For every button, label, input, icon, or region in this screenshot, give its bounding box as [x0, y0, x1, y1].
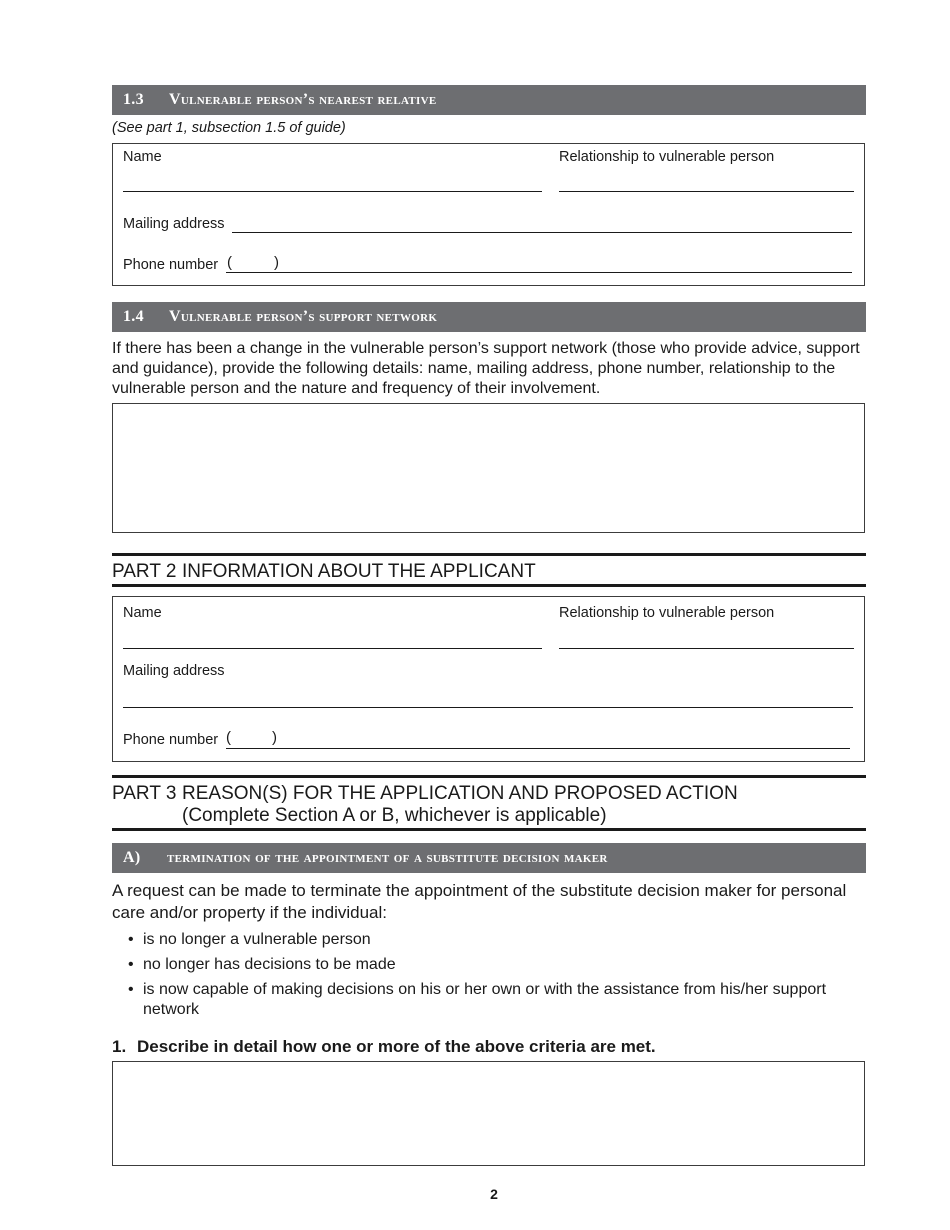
phone-label: Phone number: [123, 257, 219, 273]
criteria-description-text-box[interactable]: [112, 1061, 865, 1166]
part-heading: REASON(S) FOR THE APPLICATION AND PROPOSED ACTION: [182, 783, 738, 804]
part-2-title: [112, 561, 536, 583]
relationship-field[interactable]: [559, 648, 854, 649]
section-title: Vulnerable person’s support network: [169, 308, 438, 325]
section-number: 1.4: [123, 308, 144, 325]
phone-field[interactable]: [226, 272, 852, 273]
section-title: Vulnerable person’s nearest relative: [169, 91, 437, 108]
relationship-label: Relationship to vulnerable person: [559, 605, 775, 621]
criteria-bullet: [128, 980, 858, 1020]
support-network-text-box[interactable]: [112, 403, 865, 533]
relationship-field[interactable]: [559, 191, 854, 192]
section-1-3-header: [112, 85, 866, 115]
question-1: [112, 1037, 656, 1057]
bullet-text: no longer has decisions to be made: [143, 956, 396, 973]
page-number: 2: [490, 1186, 498, 1202]
bullet-symbol: •: [128, 981, 134, 998]
part-3-subtitle: (Complete Section A or B, whichever is applicable): [182, 805, 607, 826]
mailing-address-field[interactable]: [123, 707, 853, 708]
criteria-bullet: [128, 955, 858, 975]
mailing-address-field[interactable]: [232, 232, 852, 233]
area-code-open-paren: (: [226, 729, 231, 746]
part-3-bottom-rule: [112, 828, 866, 831]
criteria-bullet: [128, 930, 858, 950]
mailing-address-label: Mailing address: [123, 216, 225, 232]
name-field[interactable]: [123, 191, 542, 192]
bullet-symbol: •: [128, 931, 134, 948]
termination-intro: A request can be made to terminate the appointment of the substitute decision maker for personal care and/or property if the individual:: [112, 881, 847, 922]
section-1-4-header: [112, 302, 866, 332]
part-2-bottom-rule: [112, 584, 866, 587]
bullet-text: is now capable of making decisions on his or her own or with the assistance from his/her support network: [143, 981, 827, 1018]
section-title: termination of the appointment of a substitute decision maker: [167, 849, 608, 866]
bullet-symbol: •: [128, 956, 134, 973]
relationship-label: Relationship to vulnerable person: [559, 149, 775, 165]
section-number: 1.3: [123, 91, 144, 108]
name-field[interactable]: [123, 648, 542, 649]
bullet-text: is no longer a vulnerable person: [143, 931, 371, 948]
question-text: Describe in detail how one or more of the above criteria are met.: [137, 1037, 656, 1056]
phone-label: Phone number: [123, 732, 219, 748]
support-network-instructions: If there has been a change in the vulnerable person’s support network (those who provide advice, support and guidance), provide the following details: name, mailing address, phone number, relationship to the vulnerable person and the nature and frequency of their involvement.: [112, 340, 860, 397]
part-number: PART 3: [112, 783, 177, 804]
name-label: Name: [123, 605, 162, 621]
guide-note: (See part 1, subsection 1.5 of guide): [112, 120, 346, 136]
section-a-header: [112, 843, 866, 873]
part-2-top-rule: [112, 553, 866, 556]
section-letter: A): [123, 849, 141, 866]
name-label: Name: [123, 149, 162, 165]
question-number: 1.: [112, 1037, 127, 1056]
phone-field[interactable]: [226, 748, 850, 749]
part-3-title: [112, 783, 738, 805]
part-number: PART 2: [112, 561, 177, 582]
area-code-open-paren: (: [227, 254, 232, 271]
area-code-close-paren: ): [274, 254, 279, 271]
part-3-top-rule: [112, 775, 866, 778]
mailing-address-label: Mailing address: [123, 663, 225, 679]
part-heading: INFORMATION ABOUT THE APPLICANT: [182, 561, 536, 582]
area-code-close-paren: ): [272, 729, 277, 746]
